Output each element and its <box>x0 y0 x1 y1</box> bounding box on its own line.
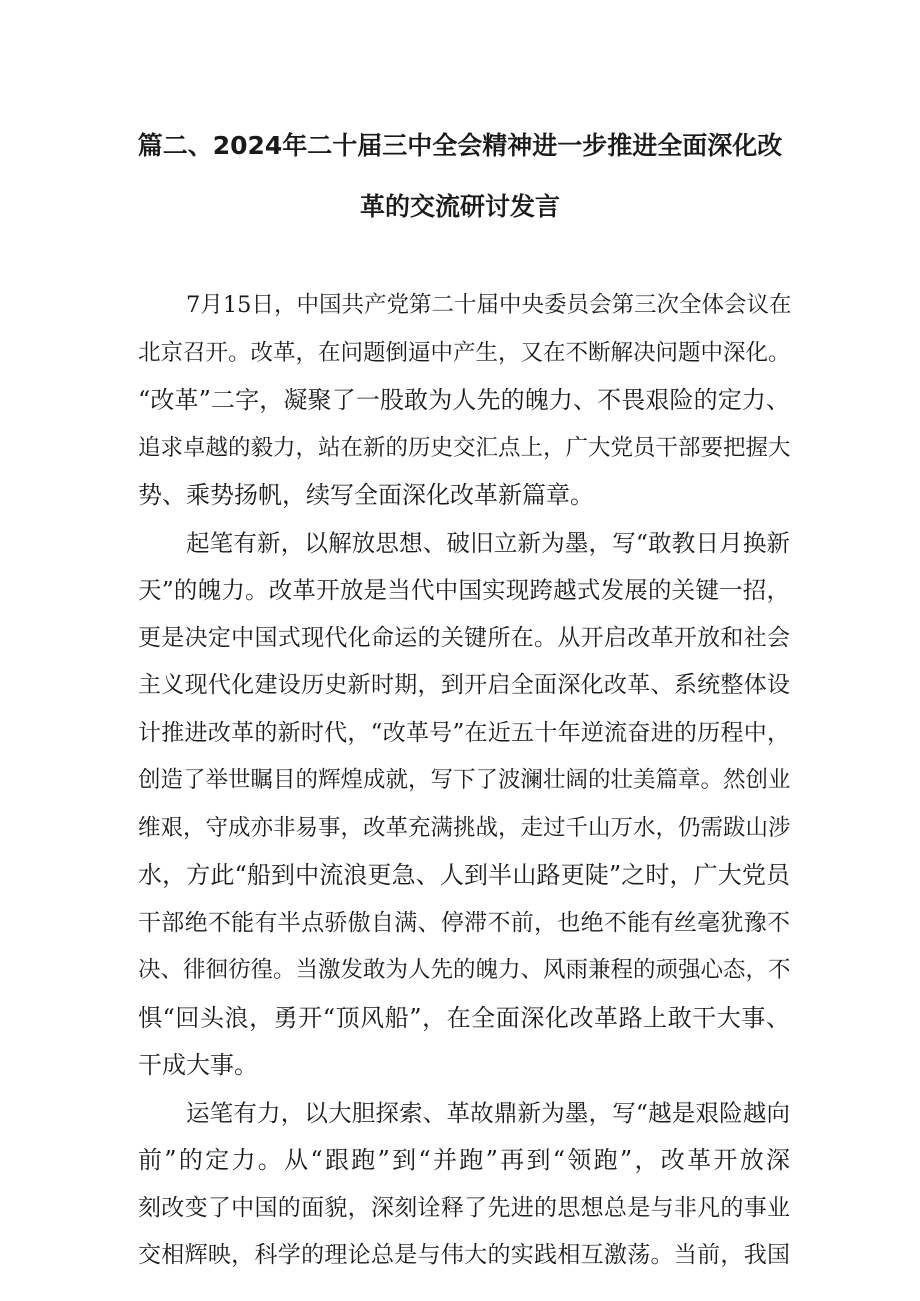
paragraph-1-line-4: 追求卓越的毅力，站在新的历史交汇点上，广大党员干部要把握大 <box>138 435 791 461</box>
paragraph-2-line-2: 天”的魄力。改革开放是当代中国实现跨越式发展的关键一招， <box>138 576 790 604</box>
paragraph-2-line-1: 起笔有新，以解放思想、破旧立新为墨，写“敢教日月换新 <box>186 529 790 557</box>
paragraph-2-line-9: 干部绝不能有半点骄傲自满、停滞不前，也绝不能有丝毫犹豫不 <box>138 910 790 936</box>
paragraph-2-line-12: 干成大事。 <box>138 1051 258 1079</box>
paragraph-3-line-2: 前”的定力。从“跟跑”到“并跑”再到“领跑”，改革开放深 <box>138 1146 790 1174</box>
paragraph-1-line-5: 势、乘势扬帆，续写全面深化改革新篇章。 <box>138 481 594 509</box>
document-title-line-2: 革的交流研讨发言 <box>359 192 560 221</box>
paragraph-3-line-3: 刻改变了中国的面貌，深刻诠释了先进的思想总是与非凡的事业 <box>138 1195 790 1221</box>
paragraph-2-line-7: 维艰，守成亦非易事，改革充满挑战，走过千山万水，仍需跋山涉 <box>138 815 791 841</box>
paragraph-2-line-5: 计推进改革的新时代，“改革号”在近五十年逆流奋进的历程中， <box>138 720 790 746</box>
paragraph-2-line-3: 更是决定中国式现代化命运的关键所在。从开启改革开放和社会 <box>138 625 790 651</box>
paragraph-1-line-2: 北京召开。改革，在问题倒逼中产生，又在不断解决问题中深化。 <box>138 340 791 366</box>
paragraph-2-line-4: 主义现代化建设历史新时期，到开启全面深化改革、系统整体设 <box>138 672 790 698</box>
paragraph-1-line-1: 7月15日，中国共产党第二十届中央委员会第三次全体会议在 <box>186 292 792 318</box>
document-title-line-1: 篇二、2024年二十届三中全会精神进一步推进全面深化改 <box>137 131 783 160</box>
paragraph-2-line-11: 惧“回头浪，勇开“顶风船”，在全面深化改革路上敢干大事、 <box>138 1004 790 1032</box>
paragraph-3-line-4: 交相辉映，科学的理论总是与伟大的实践相互激荡。当前，我国 <box>138 1242 790 1268</box>
paragraph-2-line-10: 决、徘徊彷徨。当激发敢为人先的魄力、风雨兼程的顽强心态，不 <box>138 957 791 983</box>
paragraph-2-line-6: 创造了举世瞩目的辉煌成就，写下了波澜壮阔的壮美篇章。然创业 <box>138 767 791 793</box>
paragraph-1-line-3: “改革”二字，凝聚了一股敢为人先的魄力、不畏艰险的定力、 <box>138 386 790 414</box>
paragraph-2-line-8: 水，方此“船到中流浪更急、人到半山路更陡”之时，广大党员 <box>138 861 790 889</box>
paragraph-3-line-1: 运笔有力，以大胆探索、革故鼎新为墨，写“越是艰险越向 <box>186 1099 790 1127</box>
